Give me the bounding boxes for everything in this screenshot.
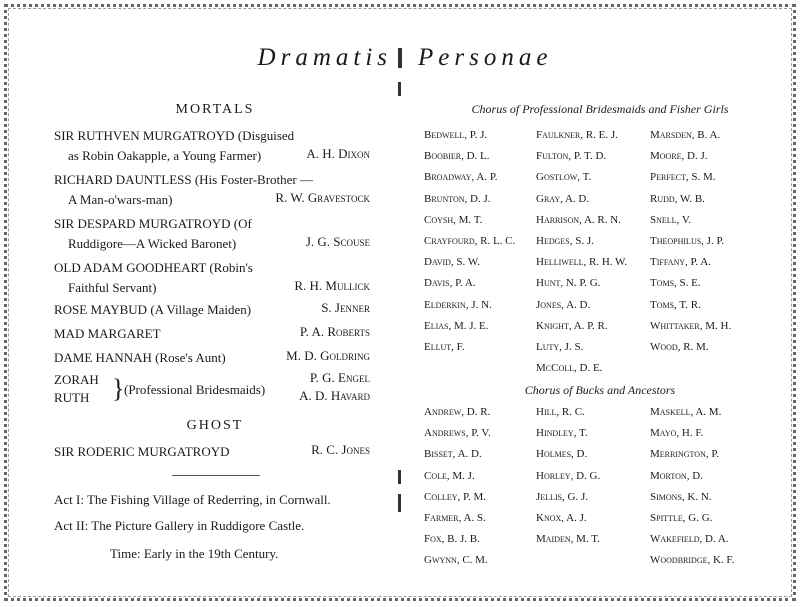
- mortal-role: SIR RUTHVEN MURGATROYD (Disguised: [54, 128, 295, 143]
- chorus-member: Hindley, T.: [536, 427, 588, 440]
- chorus-member: Davis, P. A.: [424, 277, 476, 290]
- chorus-member: Elderkin, J. N.: [424, 298, 492, 311]
- brace-icon: }: [112, 374, 125, 403]
- mortal-actor: R. H. Mullick: [294, 278, 370, 293]
- chorus-member: Crayfourd, R. L. C.: [424, 235, 516, 247]
- chorus-member: Harrison, A. R. N.: [536, 213, 621, 226]
- chorus-member: Whittaker, M. H.: [650, 319, 732, 332]
- time-setting: Time: Early in the 19th Century.: [110, 546, 279, 561]
- act-one: Act I: The Fishing Village of Rederring, in Cornwall.: [54, 492, 331, 507]
- chorus-member: Perfect, S. M.: [650, 171, 716, 184]
- chorus-member: Rudd, W. B.: [650, 192, 705, 205]
- chorus-member: Gray, A. D.: [536, 192, 590, 205]
- ruth-actor: A. D. Havard: [299, 388, 370, 403]
- chorus-member: Morton, D.: [650, 469, 703, 482]
- chorus-member: Mayo, H. F.: [650, 427, 704, 440]
- chorus-member: Hunt, N. P. G.: [536, 277, 601, 290]
- mortal-role-cont: as Robin Oakapple, a Young Farmer): [68, 148, 262, 163]
- chorus-member: Merrington, P.: [650, 448, 720, 461]
- chorus-member: Jones, A. D.: [536, 298, 591, 311]
- chorus-member: Andrews, P. V.: [424, 427, 491, 440]
- divider: [172, 475, 260, 476]
- zorah-actor: P. G. Engel: [309, 370, 370, 385]
- mortal-role-cont: Ruddigore—A Wicked Baronet): [68, 236, 237, 251]
- mortal-actor: R. W. Gravestock: [275, 190, 370, 205]
- chorus-member: Elias, M. J. E.: [424, 319, 489, 332]
- mortals-heading: MORTALS: [175, 102, 255, 117]
- center-rule-mid: [398, 82, 401, 96]
- mortal-actor: M. D. Goldring: [286, 348, 370, 363]
- chorus-member: Hill, R. C.: [536, 406, 585, 418]
- chorus-member: Boobier, D. L.: [424, 150, 490, 163]
- chorus-member: Horley, D. G.: [536, 469, 601, 482]
- title-right: Personae: [418, 44, 553, 71]
- mortal-role-cont: A Man-o'wars-man): [68, 192, 173, 207]
- chorus-member: Tiffany, P. A.: [650, 256, 712, 269]
- center-rule-top: [398, 48, 402, 68]
- mortal-actor: P. A. Roberts: [299, 324, 370, 339]
- mortal-actor: J. G. Scouse: [305, 234, 370, 249]
- mortal-role: MAD MARGARET: [54, 326, 161, 341]
- zorah-name: ZORAH: [54, 372, 99, 387]
- chorus-member: Jellis, G. J.: [536, 490, 589, 503]
- chorus-member: Maskell, A. M.: [650, 406, 722, 418]
- chorus-member: Fulton, P. T. D.: [536, 150, 607, 163]
- chorus-member: Knox, A. J.: [536, 512, 587, 524]
- chorus-member: Toms, S. E.: [650, 277, 701, 290]
- ghost-role: SIR RODERIC MURGATROYD: [54, 444, 230, 459]
- chorus-member: Bisset, A. D.: [424, 448, 482, 461]
- chorus-member: David, S. W.: [424, 256, 480, 269]
- center-rule-low: [398, 470, 401, 484]
- chorus-member: Hedges, S. J.: [536, 235, 594, 247]
- chorus-member: Broadway, A. P.: [424, 171, 498, 184]
- chorus-member: Helliwell, R. H. W.: [536, 256, 628, 269]
- chorus-member: Bedwell, P. J.: [424, 129, 488, 141]
- mortal-role: SIR DESPARD MURGATROYD (Of: [54, 216, 252, 231]
- mortal-role-cont: Faithful Servant): [68, 280, 157, 295]
- act-two: Act II: The Picture Gallery in Ruddigore Castle.: [54, 518, 305, 533]
- center-rule-bottom: [398, 494, 401, 512]
- chorus-member: Gostlow, T.: [536, 171, 592, 184]
- chorus-member: Wood, R. M.: [650, 341, 709, 353]
- ghost-heading: GHOST: [186, 418, 244, 433]
- mortal-role: DAME HANNAH (Rose's Aunt): [54, 350, 226, 365]
- chorus-member: Luty, J. S.: [536, 341, 584, 353]
- mortal-role: OLD ADAM GOODHEART (Robin's: [54, 260, 253, 275]
- chorus-member: Theophilus, J. P.: [650, 235, 725, 247]
- chorus-member: Holmes, D.: [536, 448, 588, 461]
- chorus-member: Knight, A. P. R.: [536, 319, 608, 332]
- chorus-member: Gwynn, C. M.: [424, 554, 488, 567]
- chorus-member: Snell, V.: [650, 213, 692, 226]
- chorus-bucks-heading: Chorus of Bucks and Ancestors: [524, 383, 676, 397]
- mortal-role: ROSE MAYBUD (A Village Maiden): [54, 302, 252, 317]
- chorus-member: Maiden, M. T.: [536, 533, 600, 546]
- title-left: Dramatis: [257, 44, 392, 71]
- chorus-member: Cole, M. J.: [424, 469, 475, 482]
- chorus-member: Toms, T. R.: [650, 298, 701, 311]
- chorus-member: Faulkner, R. E. J.: [536, 129, 618, 141]
- chorus-bridesmaids-heading: Chorus of Professional Bridesmaids and Fisher Girls: [471, 102, 729, 116]
- bridesmaids-note: (Professional Bridesmaids): [124, 382, 266, 397]
- ghost-actor: R. C. Jones: [311, 442, 370, 457]
- mortal-role: RICHARD DAUNTLESS (His Foster-Brother —: [54, 172, 314, 187]
- ruth-name: RUTH: [54, 390, 90, 405]
- chorus-member: Brunton, D. J.: [424, 192, 491, 205]
- chorus-member: Colley, P. M.: [424, 490, 486, 503]
- mortal-actor: S. Jenner: [321, 300, 370, 315]
- chorus-member: Wakefield, D. A.: [650, 533, 729, 546]
- chorus-member: Marsden, B. A.: [650, 129, 721, 141]
- chorus-member: Woodbridge, K. F.: [650, 554, 735, 567]
- chorus-member: Moore, D. J.: [650, 150, 708, 163]
- chorus-member: Ellut, F.: [424, 341, 465, 353]
- chorus-member: Andrew, D. R.: [424, 406, 491, 418]
- chorus-member: Fox, B. J. B.: [424, 533, 480, 546]
- chorus-member: Simons, K. N.: [650, 490, 712, 503]
- mortal-actor: A. H. Dixon: [306, 146, 370, 161]
- chorus-member: Coysh, M. T.: [424, 213, 483, 226]
- chorus-member: Farmer, A. S.: [424, 512, 486, 524]
- chorus-member: Spittle, G. G.: [650, 512, 713, 524]
- chorus-member: McColl, D. E.: [536, 362, 603, 375]
